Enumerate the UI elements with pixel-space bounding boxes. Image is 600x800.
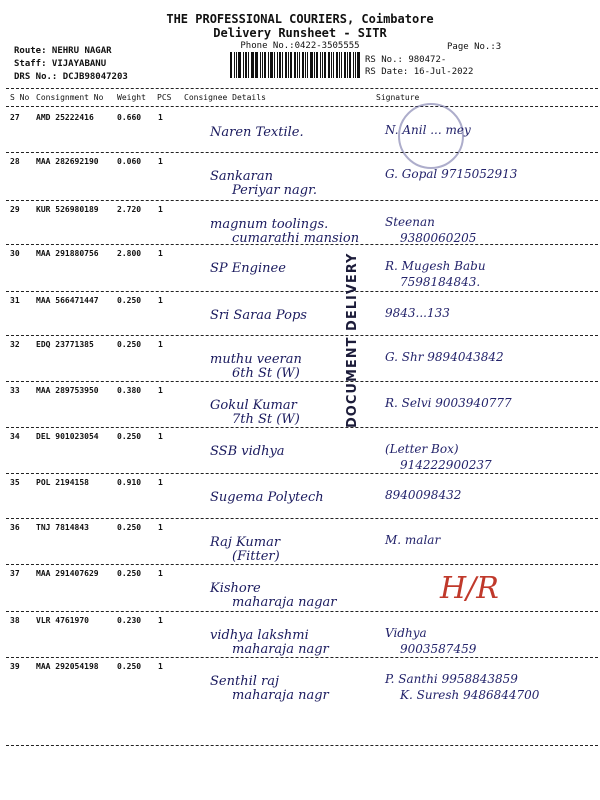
row-signature: G. Gopal 9715052913 bbox=[385, 167, 518, 181]
row-sno: 37 bbox=[10, 569, 20, 578]
barcode-bar bbox=[324, 52, 326, 78]
row-weight: 0.250 bbox=[117, 296, 142, 305]
row-consignment-no: POL 2194158 bbox=[36, 478, 89, 487]
row-weight: 0.250 bbox=[117, 523, 142, 532]
row-consignee: Raj Kumar bbox=[210, 535, 281, 550]
row-consignee-address: Periyar nagr. bbox=[232, 183, 318, 198]
barcode-bar bbox=[248, 52, 249, 78]
row-weight: 2.800 bbox=[117, 249, 142, 258]
row-divider bbox=[6, 291, 598, 292]
row-pcs: 1 bbox=[158, 432, 163, 441]
row-signature: (Letter Box) bbox=[385, 442, 459, 456]
row-consignment-no: DEL 901023054 bbox=[36, 432, 99, 441]
col-consignment: Consignment No bbox=[36, 93, 104, 102]
row-pcs: 1 bbox=[158, 113, 163, 122]
row-sno: 39 bbox=[10, 662, 20, 671]
row-consignment-no: AMD 25222416 bbox=[36, 113, 94, 122]
row-sno: 30 bbox=[10, 249, 20, 258]
barcode-bar bbox=[268, 52, 269, 78]
row-consignee: Sankaran bbox=[210, 169, 273, 184]
rs-date: RS Date: 16-Jul-2022 bbox=[365, 67, 474, 77]
row-sno: 29 bbox=[10, 205, 20, 214]
barcode-bar bbox=[349, 52, 351, 78]
barcode-bar bbox=[310, 52, 313, 78]
row-divider bbox=[6, 244, 598, 245]
barcode-bar bbox=[282, 52, 283, 78]
rs-number: RS No.: 980472- bbox=[365, 55, 447, 65]
row-pcs: 1 bbox=[158, 157, 163, 166]
row-signature: 9843...133 bbox=[385, 306, 450, 320]
barcode-bar bbox=[264, 52, 266, 78]
row-consignment-no: MAA 289753950 bbox=[36, 386, 99, 395]
row-consignee-address: maharaja nagr bbox=[232, 688, 329, 703]
row-pcs: 1 bbox=[158, 340, 163, 349]
row-consignee: magnum toolings. bbox=[210, 217, 329, 232]
barcode-bar bbox=[333, 52, 334, 78]
row-signature: M. malar bbox=[385, 533, 441, 547]
row-weight: 0.250 bbox=[117, 340, 142, 349]
row-pcs: 1 bbox=[158, 616, 163, 625]
row-pcs: 1 bbox=[158, 205, 163, 214]
row-weight: 0.250 bbox=[117, 662, 142, 671]
row-consignee: SSB vidhya bbox=[210, 444, 285, 459]
barcode-bar bbox=[341, 52, 342, 78]
col-consignee: Consignee Details bbox=[184, 93, 266, 102]
row-signature-line2: 7598184843. bbox=[400, 275, 481, 289]
phone-number: Phone No.:0422-3505555 bbox=[240, 41, 360, 51]
row-consignment-no: KUR 526980189 bbox=[36, 205, 99, 214]
barcode-bar bbox=[328, 52, 330, 78]
barcode-bar bbox=[316, 52, 318, 78]
barcode-bar bbox=[285, 52, 287, 78]
row-signature: H/R bbox=[440, 571, 499, 606]
barcode-bar bbox=[277, 52, 278, 78]
row-signature: R. Selvi 9003940777 bbox=[385, 396, 512, 410]
row-divider bbox=[6, 564, 598, 565]
barcode-bar bbox=[251, 52, 252, 78]
row-consignee: Kishore bbox=[210, 581, 261, 596]
barcode-bar bbox=[336, 52, 339, 78]
barcode-bar bbox=[307, 52, 308, 78]
divider bbox=[6, 106, 598, 107]
barcode-bar bbox=[262, 52, 263, 78]
row-divider bbox=[6, 611, 598, 612]
row-signature: N. Anil ... mey bbox=[385, 123, 471, 137]
row-weight: 0.060 bbox=[117, 157, 142, 166]
row-sno: 28 bbox=[10, 157, 20, 166]
barcode-bar bbox=[270, 52, 273, 78]
barcode-bar bbox=[230, 52, 232, 78]
row-sno: 36 bbox=[10, 523, 20, 532]
row-weight: 0.230 bbox=[117, 616, 142, 625]
row-divider bbox=[6, 657, 598, 658]
barcode-bar bbox=[252, 52, 254, 78]
barcode-bar bbox=[339, 52, 340, 78]
barcode bbox=[230, 52, 362, 78]
row-consignee: muthu veeran bbox=[210, 352, 302, 367]
row-signature: 8940098432 bbox=[385, 488, 462, 502]
row-consignee: SP Enginee bbox=[210, 261, 286, 276]
row-weight: 2.720 bbox=[117, 205, 142, 214]
barcode-bar bbox=[260, 52, 261, 78]
barcode-bar bbox=[290, 52, 293, 78]
row-consignee-address: 6th St (W) bbox=[232, 366, 300, 381]
route-label: Route: NEHRU NAGAR bbox=[14, 46, 112, 56]
barcode-bar bbox=[299, 52, 300, 78]
row-pcs: 1 bbox=[158, 523, 163, 532]
divider bbox=[6, 88, 598, 89]
row-sno: 31 bbox=[10, 296, 20, 305]
row-pcs: 1 bbox=[158, 386, 163, 395]
runsheet-subtitle: Delivery Runsheet - SITR bbox=[213, 26, 387, 40]
row-consignee: Gokul Kumar bbox=[210, 398, 297, 413]
barcode-bar bbox=[347, 52, 348, 78]
row-divider bbox=[6, 200, 598, 201]
row-pcs: 1 bbox=[158, 296, 163, 305]
row-consignee: Sugema Polytech bbox=[210, 490, 324, 505]
row-pcs: 1 bbox=[158, 249, 163, 258]
document-delivery-stamp: DOCUMENT DELIVERY bbox=[345, 252, 360, 428]
row-divider bbox=[6, 518, 598, 519]
row-consignment-no: MAA 291880756 bbox=[36, 249, 99, 258]
barcode-bar bbox=[243, 52, 244, 78]
barcode-bar bbox=[322, 52, 323, 78]
barcode-bar bbox=[255, 52, 258, 78]
row-consignment-no: TNJ 7814843 bbox=[36, 523, 89, 532]
row-divider bbox=[6, 152, 598, 153]
row-consignee-address: maharaja nagr bbox=[232, 642, 329, 657]
row-signature-line2: 914222900237 bbox=[400, 458, 492, 472]
row-consignee-address: 7th St (W) bbox=[232, 412, 300, 427]
row-sno: 35 bbox=[10, 478, 20, 487]
barcode-bar bbox=[355, 52, 356, 78]
row-weight: 0.660 bbox=[117, 113, 142, 122]
row-consignee: vidhya lakshmi bbox=[210, 628, 309, 643]
row-consignment-no: MAA 292054198 bbox=[36, 662, 99, 671]
row-signature: Vidhya bbox=[385, 626, 427, 640]
row-signature-line2: 9003587459 bbox=[400, 642, 477, 656]
col-weight: Weight bbox=[117, 93, 146, 102]
row-sno: 33 bbox=[10, 386, 20, 395]
barcode-bar bbox=[305, 52, 306, 78]
barcode-bar bbox=[320, 52, 321, 78]
row-divider bbox=[6, 381, 598, 382]
row-signature: P. Santhi 9958843859 bbox=[385, 672, 518, 686]
barcode-bar bbox=[294, 52, 296, 78]
row-pcs: 1 bbox=[158, 662, 163, 671]
barcode-bar bbox=[297, 52, 298, 78]
row-pcs: 1 bbox=[158, 478, 163, 487]
barcode-bar bbox=[238, 52, 241, 78]
row-consignment-no: MAA 566471447 bbox=[36, 296, 99, 305]
row-consignee-address: (Fitter) bbox=[232, 549, 280, 564]
row-consignment-no: MAA 282692190 bbox=[36, 157, 99, 166]
row-weight: 0.910 bbox=[117, 478, 142, 487]
barcode-bar bbox=[344, 52, 346, 78]
barcode-bar bbox=[234, 52, 235, 78]
runsheet-title: THE PROFESSIONAL COURIERS, Coimbatore bbox=[166, 12, 434, 26]
barcode-bar bbox=[353, 52, 354, 78]
row-weight: 0.380 bbox=[117, 386, 142, 395]
drs-number: DRS No.: DCJB98047203 bbox=[14, 72, 128, 82]
barcode-bar bbox=[314, 52, 315, 78]
barcode-bar bbox=[279, 52, 281, 78]
row-consignment-no: VLR 4761970 bbox=[36, 616, 89, 625]
barcode-bar bbox=[302, 52, 304, 78]
col-signature: Signature bbox=[376, 93, 420, 102]
row-consignee: Sri Saraa Pops bbox=[210, 308, 307, 323]
row-consignee-address: maharaja nagar bbox=[232, 595, 337, 610]
row-sno: 34 bbox=[10, 432, 20, 441]
row-signature: Steenan bbox=[385, 215, 435, 229]
row-signature: G. Shr 9894043842 bbox=[385, 350, 504, 364]
row-divider bbox=[6, 745, 598, 746]
barcode-bar bbox=[245, 52, 247, 78]
row-consignee-address: cumarathi mansion bbox=[232, 231, 360, 246]
barcode-bar bbox=[357, 52, 360, 78]
row-divider bbox=[6, 427, 598, 428]
row-consignee: Senthil raj bbox=[210, 674, 280, 689]
row-sno: 32 bbox=[10, 340, 20, 349]
row-divider bbox=[6, 335, 598, 336]
row-signature-line2: 9380060205 bbox=[400, 231, 477, 245]
barcode-bar bbox=[236, 52, 237, 78]
row-consignment-no: MAA 291407629 bbox=[36, 569, 99, 578]
row-pcs: 1 bbox=[158, 569, 163, 578]
row-weight: 0.250 bbox=[117, 569, 142, 578]
page-number: Page No.:3 bbox=[447, 42, 502, 52]
row-consignee: Naren Textile. bbox=[210, 125, 304, 140]
row-signature: R. Mugesh Babu bbox=[385, 259, 486, 273]
row-weight: 0.250 bbox=[117, 432, 142, 441]
row-consignment-no: EDQ 23771385 bbox=[36, 340, 94, 349]
staff-label: Staff: VIJAYABANU bbox=[14, 59, 107, 69]
barcode-bar bbox=[331, 52, 332, 78]
row-divider bbox=[6, 473, 598, 474]
barcode-bar bbox=[274, 52, 275, 78]
col-pcs: PCS bbox=[157, 93, 172, 102]
row-sno: 27 bbox=[10, 113, 20, 122]
row-sno: 38 bbox=[10, 616, 20, 625]
barcode-bar bbox=[288, 52, 289, 78]
col-sno: S No bbox=[10, 93, 30, 102]
row-signature-line2: K. Suresh 9486844700 bbox=[400, 688, 540, 702]
